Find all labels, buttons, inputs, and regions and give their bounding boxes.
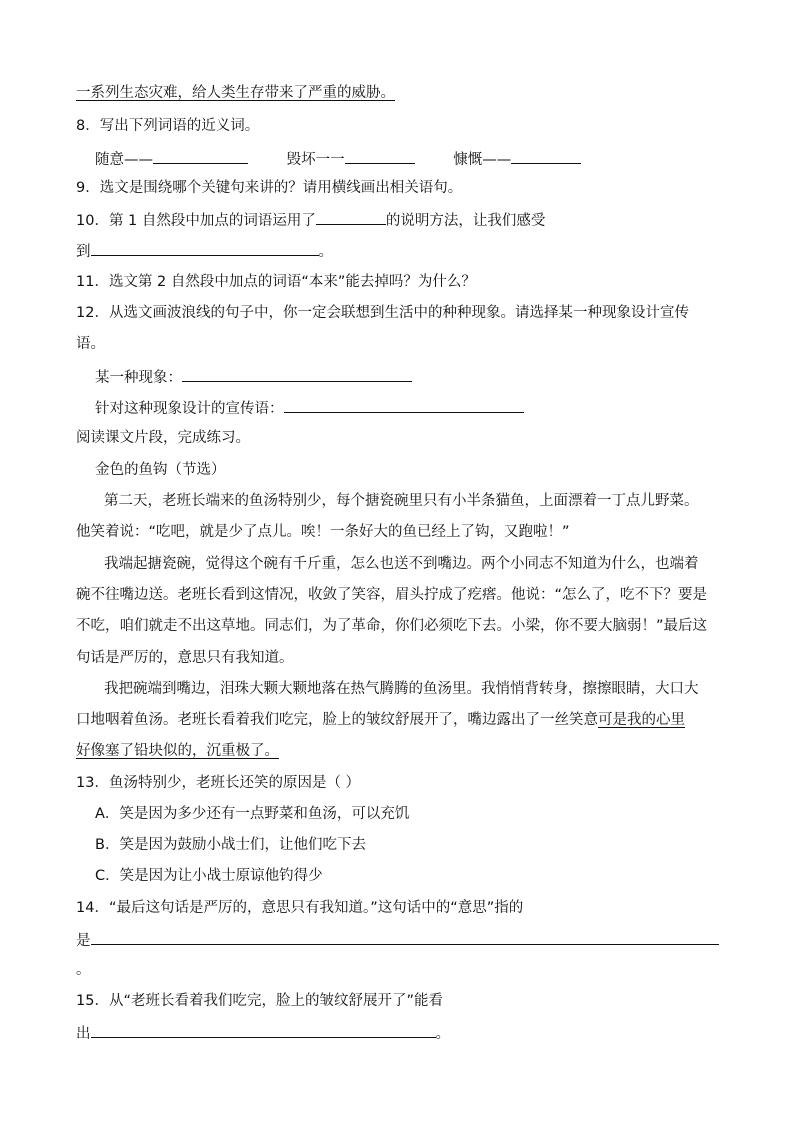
option-c[interactable]: C．笑是因为让小战士原谅他钓得少 [95, 868, 323, 884]
question-14-period: 。 [76, 962, 91, 978]
answer-blank[interactable] [91, 240, 319, 256]
word-huihuai: 毁坏一一 [286, 152, 345, 168]
word-kangkai: 慷慨—— [453, 152, 512, 168]
question-12-slogan [95, 397, 524, 419]
question-14: 14．“最后这句话是严厉的，意思只有我知道。”这句话中的“意思”指的 [76, 900, 524, 916]
option-b[interactable]: B．笑是因为鼓励小战士们，让他们吃下去 [95, 837, 366, 853]
answer-blank[interactable] [91, 929, 719, 945]
question-9: 9．选文是围绕哪个关键句来讲的？请用横线画出相关语句。 [76, 180, 463, 196]
question-8-synonyms [95, 148, 581, 170]
question-12: 12．从选文画波浪线的句子中，你一定会联想到生活中的种种现象。请选择某一种现象设计宣传 [76, 305, 689, 321]
question-10-text-cont: 的说明方法，让我们感受 [385, 213, 546, 229]
question-8: 8．写出下列词语的近义词。 [76, 118, 260, 134]
answer-blank[interactable] [284, 397, 524, 413]
option-a[interactable]: A．笑是因为多少还有一点野菜和鱼汤，可以充饥 [95, 806, 410, 822]
passage-p2-line3: 不吃，咱们就走不出这草地。同志们，为了革命，你们必须吃下去。小梁，你不要大脑弱！”最后这 [76, 618, 708, 634]
passage-p3-text: 口地咽着鱼汤。老班长看着我们吃完，脸上的皱纹舒展开了，嘴边露出了一丝笑意 [76, 712, 598, 728]
passage-p3-line1: 我把碗端到嘴边，泪珠大颗大颗地落在热气腾腾的鱼汤里。我悄悄背转身，擦擦眼睛，大口大 [104, 681, 699, 697]
passage-p2-line1: 我端起搪瓷碗，觉得这个碗有千斤重，怎么也送不到嘴边。两个小同志不知道为什么，也端着 [104, 556, 699, 572]
question-10-period: 。 [318, 244, 333, 260]
question-10-dao: 到 [76, 244, 91, 260]
passage-p3-line2 [76, 710, 685, 730]
question-15: 15．从“老班长看着我们吃完，脸上的皱纹舒展开了”能看 [76, 993, 443, 1009]
question-15-line2 [76, 1022, 450, 1044]
passage-title: 金色的鱼钩（节选） [95, 462, 226, 478]
answer-blank[interactable] [345, 148, 415, 164]
answer-blank[interactable] [511, 148, 581, 164]
passage-p1-line1: 第二天，老班长端来的鱼汤特别少，每个搪瓷碗里只有小半条猫鱼，上面漂着一丁点儿野菜。 [104, 493, 699, 509]
slogan-label: 针对这种现象设计的宣传语： [95, 401, 284, 417]
passage-p2-line2: 碗不往嘴边送。老班长看到这情况，收敛了笑容，眉头拧成了疙瘩。他说：“怎么了，吃不下？要是 [76, 587, 708, 603]
question-10-line2 [76, 240, 333, 262]
passage-underlined-sentence-cont: 好像塞了铅块似的，沉重极了。 [76, 743, 279, 759]
passage-p1-line2: 他笑着说：“吃吧，就是少了点儿。唉！一条好大的鱼已经上了钩，又跑啦！” [76, 524, 570, 540]
question-14-shi: 是 [76, 933, 91, 949]
question-12-phenomenon [95, 366, 412, 388]
phenomenon-label: 某一种现象： [95, 370, 182, 386]
reading-instruction: 阅读课文片段，完成练习。 [76, 430, 250, 446]
passage-continuation-underlined: 一系列生态灾难，给人类生存带来了严重的威胁。 [76, 85, 395, 101]
question-10 [76, 209, 545, 231]
question-11: 11．选文第 2 自然段中加点的词语“本来”能去掉吗？为什么？ [76, 274, 476, 290]
answer-blank[interactable] [91, 1022, 436, 1038]
question-13: 13．鱼汤特别少，老班长还笑的原因是（ ） [76, 775, 361, 791]
answer-blank[interactable] [153, 148, 248, 164]
answer-blank[interactable] [182, 366, 412, 382]
question-12-cont: 语。 [76, 336, 105, 352]
answer-blank[interactable] [316, 209, 386, 225]
question-15-period: 。 [435, 1026, 450, 1042]
question-15-chu: 出 [76, 1026, 91, 1042]
question-10-text: 10．第 1 自然段中加点的词语运用了 [76, 213, 316, 229]
question-14-line2 [76, 929, 719, 951]
passage-underlined-sentence: 可是我的心里 [598, 712, 685, 728]
passage-p2-line4: 句话是严厉的，意思只有我知道。 [76, 650, 294, 666]
word-suiyi: 随意—— [95, 152, 153, 168]
